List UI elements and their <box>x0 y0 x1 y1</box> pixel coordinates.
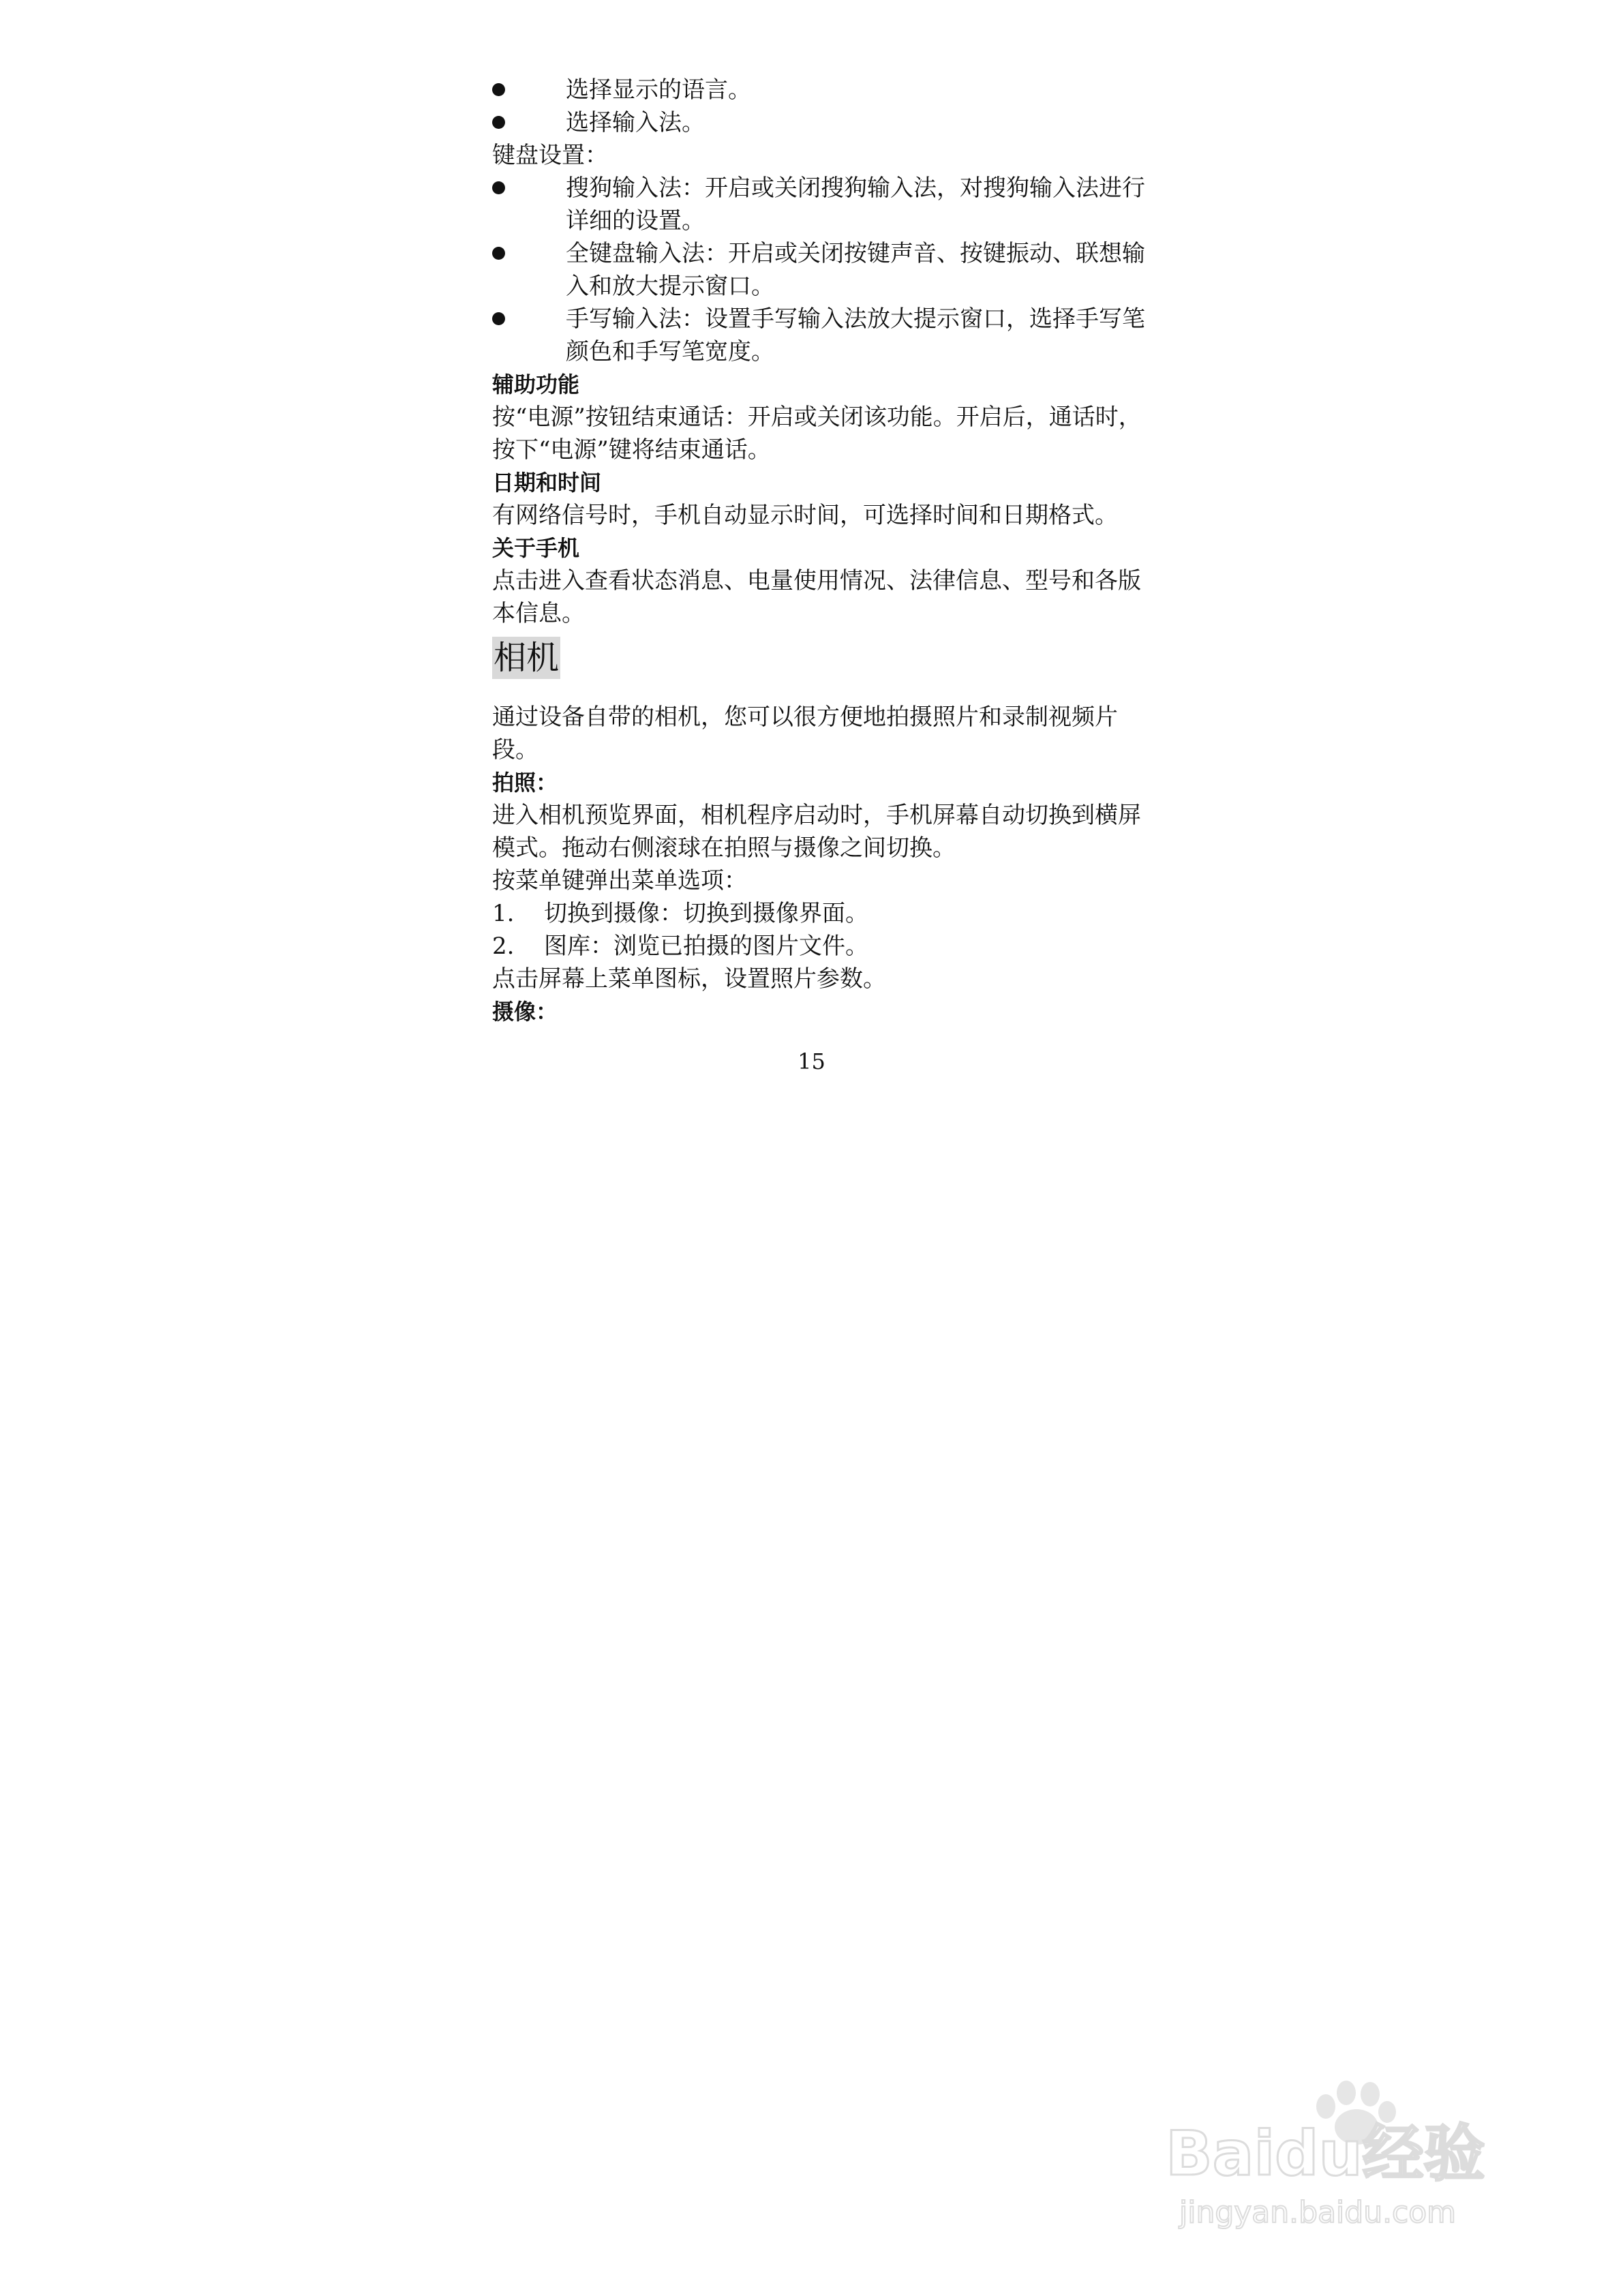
bullet-icon <box>492 247 505 260</box>
datetime-text: 有网络信号时，手机自动显示时间，可选择时间和日期格式。 <box>492 502 1118 529</box>
section-title-wrap <box>492 630 1153 701</box>
list-item: 选择显示的语言。 <box>492 74 1153 106</box>
bullet-icon <box>492 312 505 325</box>
watermark-brand: Baidu经验 <box>1166 2118 1485 2190</box>
accessibility-text: 按“电源”按钮结束通话：开启或关闭该功能。开启后，通话时，按下“电源”键将结束通话。 <box>492 404 1142 464</box>
accessibility-heading: 辅助功能 <box>492 372 580 397</box>
bullet-icon <box>492 181 505 194</box>
camera-intro: 通过设备自带的相机，您可以很方便地拍摄照片和录制视频片段。 <box>492 704 1118 764</box>
list-item: 手写输入法：设置手写输入法放大提示窗口，选择手写笔颜色和手写笔宽度。 <box>492 303 1153 368</box>
bullet-icon <box>492 83 505 96</box>
page-number: 15 <box>798 1048 825 1074</box>
list-item: 全键盘输入法：开启或关闭按键声音、按键振动、联想输入和放大提示窗口。 <box>492 237 1153 303</box>
document-body <box>492 74 1153 1028</box>
about-text: 点击进入查看状态消息、电量使用情况、法律信息、型号和各版本信息。 <box>492 567 1141 627</box>
video-heading: 摄像： <box>492 999 558 1025</box>
datetime-heading: 日期和时间 <box>492 470 602 496</box>
list-item: 1. 切换到摄像：切换到摄像界面。 <box>492 900 868 927</box>
list-item: 搜狗输入法：开启或关闭搜狗输入法，对搜狗输入法进行详细的设置。 <box>492 172 1153 237</box>
section-title: 相机 <box>492 637 560 679</box>
bullet-icon <box>492 116 505 129</box>
settings-text: 点击屏幕上菜单图标，设置照片参数。 <box>492 965 886 993</box>
about-heading: 关于手机 <box>492 535 580 561</box>
photo-text: 进入相机预览界面，相机程序启动时，手机屏幕自动切换到横屏模式。拖动右侧滚球在拍照与摄像之间切换。 <box>492 802 1141 862</box>
baidu-watermark <box>1159 2059 1541 2236</box>
menu-text: 按菜单键弹出菜单选项： <box>492 867 747 894</box>
keyboard-heading: 键盘设置： <box>492 142 608 169</box>
watermark-url: jingyan.baidu.com <box>1179 2195 1457 2230</box>
list-item: 选择输入法。 <box>492 106 1153 139</box>
list-item: 2. 图库：浏览已拍摄的图片文件。 <box>492 933 868 960</box>
photo-heading: 拍照： <box>492 770 558 796</box>
